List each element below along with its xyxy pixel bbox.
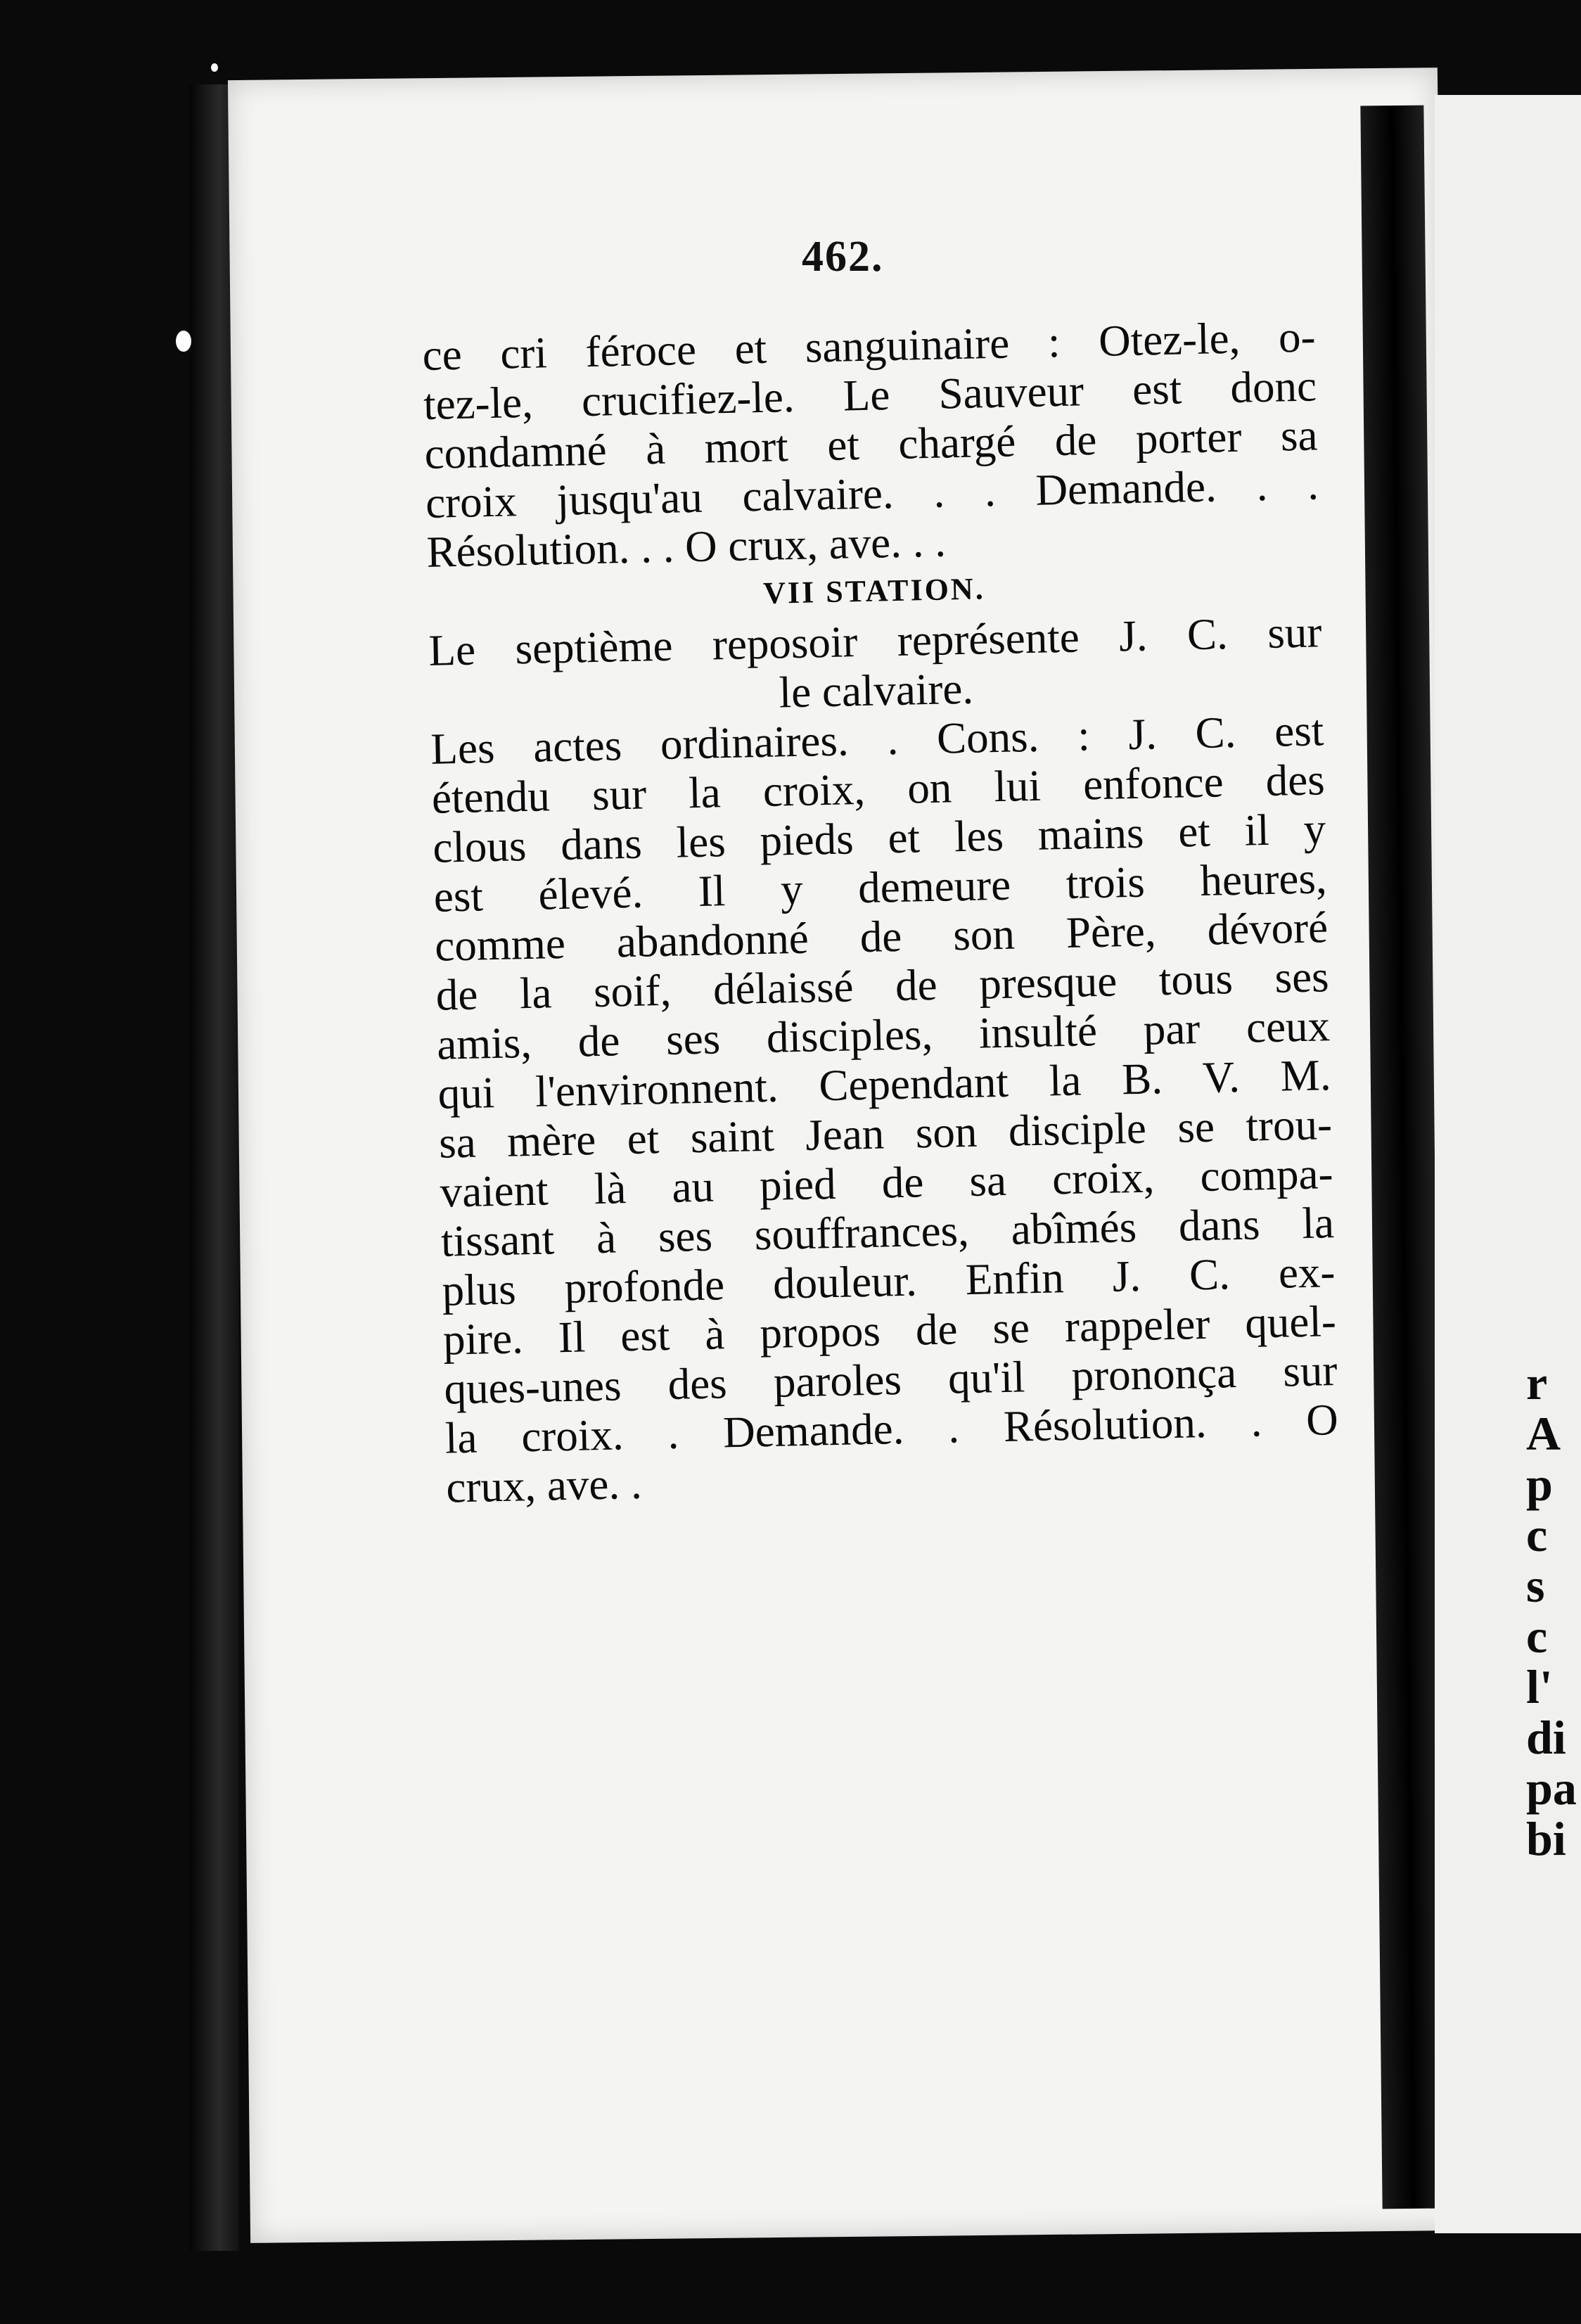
page-number: 462. [802, 233, 884, 281]
text-line: plus profonde douleur. Enfin J. C. ex- [441, 1247, 1336, 1315]
text-line: croix jusqu'au calvaire. . . Demande. . . [425, 459, 1319, 528]
text-line: Le septième reposoir représente J. C. sur [428, 607, 1322, 675]
fragment: pa [1526, 1761, 1577, 1815]
text-line: est élevé. Il y demeure trois heures, [433, 853, 1328, 921]
text-line: ce cri féroce et sanguinaire : Otez-le, o- [422, 312, 1317, 380]
next-page-fragments [1526, 1358, 1581, 1864]
text-line: sa mère et saint Jean son disciple se trou- [438, 1099, 1333, 1168]
text-line: tez-le, crucifiez-le. Le Sauveur est donc [423, 361, 1317, 429]
fragment: l' [1526, 1660, 1553, 1713]
text-line: clous dans les pieds et les mains et il y [432, 804, 1326, 872]
fragment: s [1526, 1559, 1545, 1612]
text-line: tissant à ses souffrances, abîmés dans la [440, 1198, 1335, 1266]
fragment: c [1526, 1609, 1548, 1663]
page-body-text [422, 312, 1340, 1512]
fragment: di [1526, 1711, 1566, 1764]
text-line: pire. Il est à propos de se rappeler quel- [442, 1296, 1337, 1365]
fragment: bi [1526, 1812, 1566, 1865]
text-line: comme abandonné de son Père, dévoré [434, 902, 1329, 971]
text-line: amis, de ses disciples, insulté par ceux [436, 1001, 1331, 1069]
text-line: qui l'environnent. Cependant la B. V. M. [437, 1050, 1332, 1118]
scan-speck [176, 331, 191, 352]
text-line: ques-unes des paroles qu'il prononça sur [443, 1346, 1338, 1414]
text-line: étendu sur la croix, on lui enfonce des [431, 755, 1326, 823]
section-heading: VII STATION. [762, 571, 986, 611]
text-line: condamné à mort et chargé de porter sa [423, 410, 1319, 478]
text-line: Les actes ordinaires. . Cons. : J. C. est [430, 706, 1324, 774]
fragment: p [1526, 1457, 1553, 1511]
fragment: c [1526, 1508, 1548, 1562]
text-line: vaient là au pied de sa croix, compa- [439, 1149, 1334, 1217]
text-line: Résolution. . . O crux, ave. . . [425, 516, 947, 577]
fragment: A [1526, 1407, 1561, 1460]
text-line: de la soif, délaissé de presque tous ses [435, 952, 1330, 1020]
next-page-edge [1435, 95, 1581, 2233]
text-line: la croix. . Demande. . Résolution. . O [444, 1395, 1339, 1463]
scan-speck [211, 63, 218, 72]
text-line: crux, ave. . [445, 1458, 643, 1512]
text-line: le calvaire. [778, 663, 974, 717]
fragment: r [1526, 1356, 1548, 1410]
